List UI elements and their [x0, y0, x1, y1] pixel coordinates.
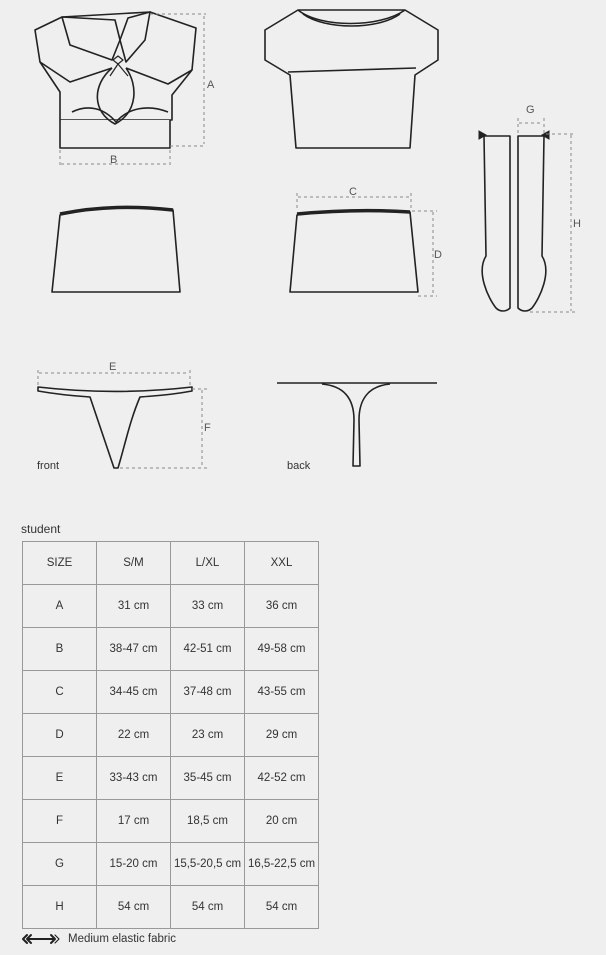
legend	[22, 933, 176, 945]
thong-front-drawing	[38, 387, 192, 468]
header-sm: S/M	[97, 542, 171, 585]
table-cell: 35-45 cm	[171, 757, 245, 800]
table-cell: 54 cm	[97, 886, 171, 929]
label-F: F	[204, 422, 211, 434]
table-cell: 17 cm	[97, 800, 171, 843]
table-cell: E	[23, 757, 97, 800]
thong-back-drawing	[277, 383, 437, 466]
table-cell: 36 cm	[245, 585, 319, 628]
dimension-G	[518, 118, 544, 134]
table-cell: 15,5-20,5 cm	[171, 843, 245, 886]
table-cell: 20 cm	[245, 800, 319, 843]
skirt-front-drawing	[52, 207, 180, 292]
table-cell: 54 cm	[245, 886, 319, 929]
header-lxl: L/XL	[171, 542, 245, 585]
top-back-drawing	[265, 10, 438, 148]
table-cell: G	[23, 843, 97, 886]
table-cell: F	[23, 800, 97, 843]
table-row	[23, 585, 319, 628]
table-cell: 49-58 cm	[245, 628, 319, 671]
table-title: student	[21, 522, 61, 536]
label-C: C	[349, 186, 357, 198]
label-back: back	[287, 460, 311, 472]
label-G: G	[526, 104, 535, 116]
table-cell: 37-48 cm	[171, 671, 245, 714]
table-cell: 33-43 cm	[97, 757, 171, 800]
table-cell: 31 cm	[97, 585, 171, 628]
table-row	[23, 886, 319, 929]
table-cell: H	[23, 886, 97, 929]
table-row	[23, 671, 319, 714]
legend-text: Medium elastic fabric	[68, 933, 177, 945]
table-cell: 54 cm	[171, 886, 245, 929]
table-cell: 42-51 cm	[171, 628, 245, 671]
table-cell: 29 cm	[245, 714, 319, 757]
elastic-arrows-icon	[22, 933, 60, 945]
header-size: SIZE	[23, 542, 97, 585]
table-cell: 42-52 cm	[245, 757, 319, 800]
table-row	[23, 843, 319, 886]
top-front-drawing	[35, 12, 196, 148]
table-header-row	[23, 542, 319, 585]
table-cell: D	[23, 714, 97, 757]
table-cell: B	[23, 628, 97, 671]
size-table	[22, 541, 319, 929]
label-B: B	[110, 154, 118, 166]
label-front: front	[37, 460, 60, 472]
table-cell: 33 cm	[171, 585, 245, 628]
table-cell: 43-55 cm	[245, 671, 319, 714]
skirt-back-drawing	[290, 210, 418, 292]
table-cell: A	[23, 585, 97, 628]
table-cell: 23 cm	[171, 714, 245, 757]
table-cell: 22 cm	[97, 714, 171, 757]
table-cell: 16,5-22,5 cm	[245, 843, 319, 886]
table-cell: C	[23, 671, 97, 714]
label-H: H	[573, 218, 581, 230]
table-row	[23, 757, 319, 800]
table-cell: 15-20 cm	[97, 843, 171, 886]
header-xxl: XXL	[245, 542, 319, 585]
stockings-drawing	[482, 136, 546, 311]
table-cell: 38-47 cm	[97, 628, 171, 671]
table-row	[23, 628, 319, 671]
label-D: D	[434, 249, 442, 261]
table-row	[23, 800, 319, 843]
table-row	[23, 714, 319, 757]
label-A: A	[207, 79, 215, 91]
label-E: E	[109, 361, 117, 373]
table-cell: 34-45 cm	[97, 671, 171, 714]
table-cell: 18,5 cm	[171, 800, 245, 843]
